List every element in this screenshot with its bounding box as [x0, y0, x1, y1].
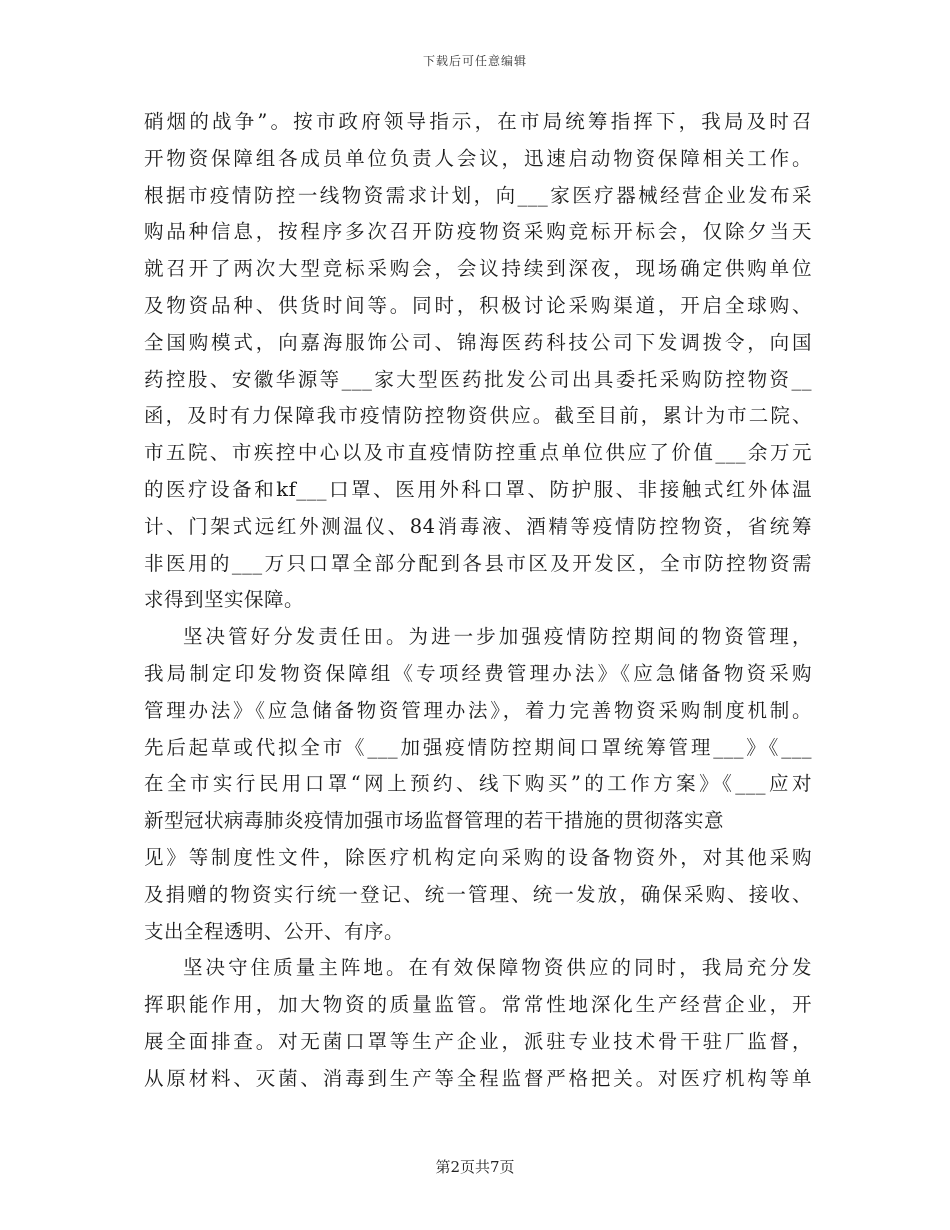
text-line: 展全面排查。对无菌口罩等生产企业，派驻专业技术骨干驻厂监督，: [144, 1029, 812, 1053]
text-line: 计、门架式远红外测温仪、84消毒液、酒精等疫情防控物资，省统筹: [144, 514, 812, 538]
paragraph-1: [144, 104, 812, 619]
text-line: 在全市实行民用口罩“网上预约、线下购买”的工作方案》《___应对: [144, 772, 812, 796]
paragraph-2: [144, 619, 812, 950]
text-line: 先后起草或代拟全市《___加强疫情防控期间口罩统筹管理___》《___: [144, 735, 812, 759]
text-line: 市五院、市疾控中心以及市直疫情防控重点单位供应了价值___余万元: [144, 441, 812, 465]
page-header: 下载后可任意编辑: [422, 54, 527, 68]
paragraph-3: [144, 950, 812, 1097]
text-line: 坚决守住质量主阵地。在有效保障物资供应的同时，我局充分发: [183, 956, 812, 980]
text-line: 根据市疫情防控一线物资需求计划，向___家医疗器械经营企业发布采: [144, 183, 812, 207]
text-line: 新型冠状病毒肺炎疫情加强市场监督管理的若干措施的贯彻落实意: [144, 809, 725, 833]
text-line: 硝烟的战争”。按市政府领导指示，在市局统筹指挥下，我局及时召: [144, 110, 812, 133]
text-line: 药控股、安徽华源等___家大型医药批发公司出具委托采购防控物资__: [144, 367, 812, 391]
text-line: 我局制定印发物资保障组《专项经费管理办法》《应急储备物资采购: [144, 661, 812, 685]
text-line: 及捐赠的物资实行统一登记、统一管理、统一发放，确保采购、接收、: [144, 882, 812, 906]
text-line: 挥职能作用，加大物资的质量监管。常常性地深化生产经营企业，开: [144, 993, 812, 1017]
document-body: [144, 104, 812, 1098]
text-line: 支出全程透明、公开、有序。: [144, 919, 405, 943]
text-line: 及物资品种、供货时间等。同时，积极讨论采购渠道，开启全球购、: [144, 293, 812, 317]
text-line: 非医用的___万只口罩全部分配到各县市区及开发区，全市防控物资需: [144, 551, 812, 575]
text-line: 求得到坚实保障。: [144, 588, 305, 612]
text-line: 的医疗设备和kf___口罩、医用外科口罩、防护服、非接触式红外体温: [144, 477, 812, 501]
text-line: 就召开了两次大型竞标采购会，会议持续到深夜，现场确定供购单位: [144, 257, 812, 281]
page-number: 第2页共7页: [435, 1158, 515, 1176]
text-line: 见》等制度性文件，除医疗机构定向采购的设备物资外，对其他采购: [144, 845, 812, 869]
text-line: 购品种信息，按程序多次召开防疫物资采购竞标开标会，仅除夕当天: [144, 220, 812, 244]
text-line: 坚决管好分发责任田。为进一步加强疫情防控期间的物资管理，: [183, 625, 812, 649]
text-line: 从原材料、灭菌、消毒到生产等全程监督严格把关。对医疗机构等单: [144, 1066, 812, 1090]
text-line: 函，及时有力保障我市疫情防控物资供应。截至目前，累计为市二院、: [144, 404, 812, 428]
text-line: 管理办法》《应急储备物资管理办法》，着力完善物资采购制度机制。: [144, 698, 812, 722]
text-line: 全国购模式，向嘉海服饰公司、锦海医药科技公司下发调拨令，向国: [144, 330, 812, 354]
text-line: 开物资保障组各成员单位负责人会议，迅速启动物资保障相关工作。: [144, 146, 812, 170]
